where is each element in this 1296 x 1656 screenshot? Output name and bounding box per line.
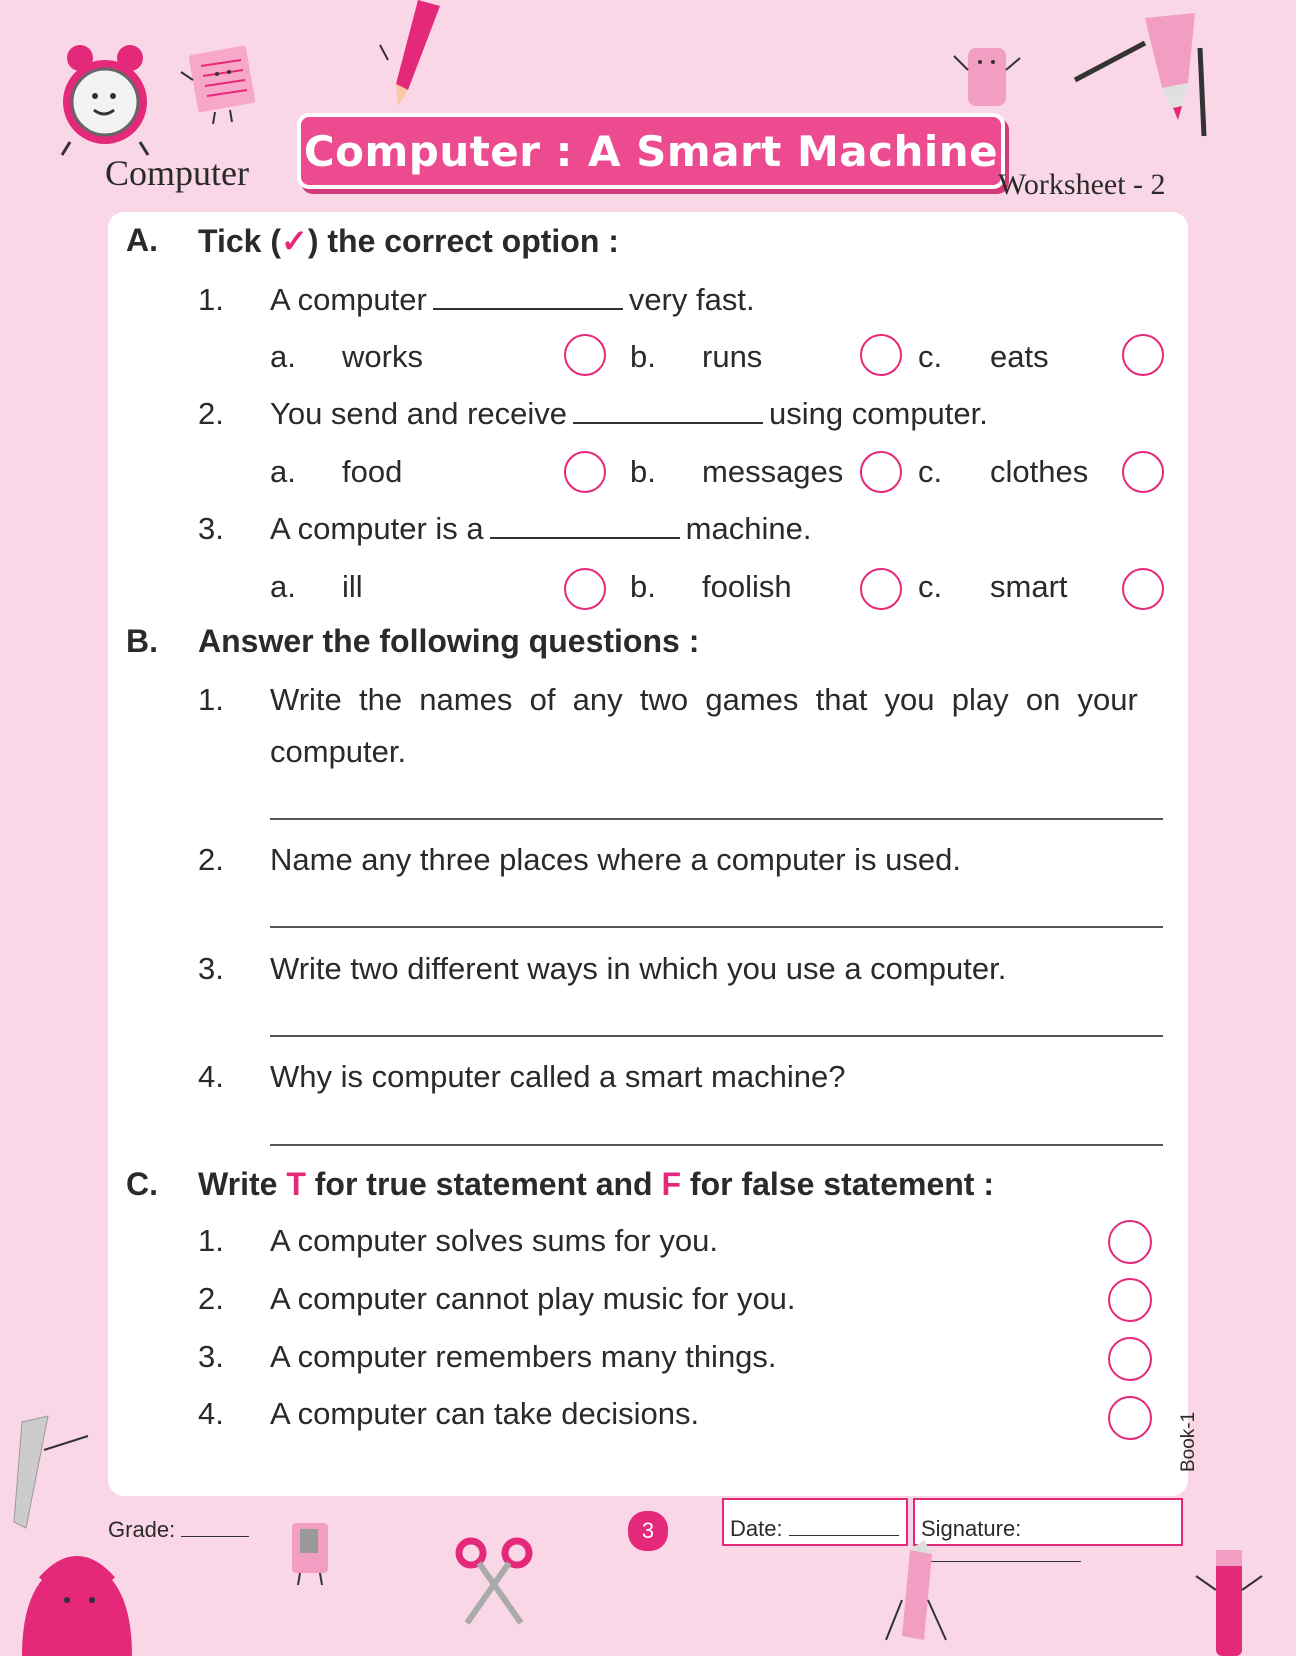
option-tick-circle[interactable] xyxy=(860,334,902,376)
option-letter: b. xyxy=(630,569,656,604)
question-text: You send and receive using computer. xyxy=(270,396,988,431)
section-b-letter: B. xyxy=(126,623,158,659)
pencil-illustration xyxy=(378,0,448,110)
question-number: 2. xyxy=(198,396,224,431)
option-letter: c. xyxy=(918,569,943,604)
fill-blank[interactable] xyxy=(573,398,763,424)
answer-line[interactable] xyxy=(270,1144,1163,1146)
statement-text: A computer solves sums for you. xyxy=(270,1223,718,1258)
question-number: 1. xyxy=(198,282,224,317)
tick-icon: ✓ xyxy=(281,223,308,259)
option-letter: a. xyxy=(270,569,296,604)
subject-label: Computer xyxy=(105,153,249,193)
date-blank[interactable] xyxy=(789,1517,899,1536)
notepad-illustration xyxy=(175,42,265,127)
answer-line[interactable] xyxy=(270,1035,1163,1037)
statement-number: 3. xyxy=(198,1339,224,1374)
option-text: clothes xyxy=(990,454,1089,489)
option-letter: c. xyxy=(918,339,943,374)
true-false-circle[interactable] xyxy=(1108,1278,1152,1322)
fill-blank[interactable] xyxy=(490,513,680,539)
option-tick-circle[interactable] xyxy=(1122,451,1164,493)
option-tick-circle[interactable] xyxy=(564,451,606,493)
option-text: eats xyxy=(990,339,1049,374)
option-letter: b. xyxy=(630,454,656,489)
option-text: foolish xyxy=(702,569,792,604)
worksheet-title: Computer : A Smart Machine xyxy=(303,126,999,176)
question-text: Name any three places where a computer is used. xyxy=(270,842,961,877)
question-text: A computer is a machine. xyxy=(270,511,812,546)
section-a-title: Tick (✓) the correct option : xyxy=(198,223,619,259)
option-tick-circle[interactable] xyxy=(860,451,902,493)
book-label: Book-1 xyxy=(1178,1411,1199,1472)
option-text: runs xyxy=(702,339,763,374)
option-text: works xyxy=(342,339,423,374)
signature-box: Signature: xyxy=(913,1498,1183,1546)
title-banner xyxy=(297,113,1005,189)
question-number: 3. xyxy=(198,951,224,986)
true-false-circle[interactable] xyxy=(1108,1220,1152,1264)
question-number: 4. xyxy=(198,1059,224,1094)
option-tick-circle[interactable] xyxy=(564,334,606,376)
grade-blank[interactable] xyxy=(181,1518,249,1537)
pen-character-illustration xyxy=(1190,1540,1270,1656)
option-letter: a. xyxy=(270,454,296,489)
option-tick-circle[interactable] xyxy=(1122,334,1164,376)
true-false-circle[interactable] xyxy=(1108,1337,1152,1381)
worksheet-number: Worksheet - 2 xyxy=(998,168,1166,201)
fill-blank[interactable] xyxy=(433,284,623,310)
grade-field: Grade: xyxy=(108,1517,249,1543)
option-text: ill xyxy=(342,569,363,604)
question-text-continued: computer. xyxy=(270,734,407,769)
question-number: 1. xyxy=(198,682,224,717)
statement-number: 4. xyxy=(198,1396,224,1431)
pencil-character-illustration xyxy=(1070,8,1220,138)
sharpener-illustration xyxy=(282,1515,342,1587)
pencil-character-illustration xyxy=(880,1540,960,1656)
question-text: A computer very fast. xyxy=(270,282,755,317)
statement-text: A computer remembers many things. xyxy=(270,1339,777,1374)
option-text: smart xyxy=(990,569,1068,604)
alarm-clock-illustration xyxy=(50,40,160,160)
option-text: food xyxy=(342,454,403,489)
question-number: 2. xyxy=(198,842,224,877)
date-box: Date: xyxy=(722,1498,908,1546)
answer-line[interactable] xyxy=(270,818,1163,820)
page-number-badge: 3 xyxy=(628,1511,668,1551)
backpack-illustration xyxy=(12,1530,142,1656)
section-a-letter: A. xyxy=(126,222,158,258)
question-number: 3. xyxy=(198,511,224,546)
option-tick-circle[interactable] xyxy=(860,568,902,610)
option-tick-circle[interactable] xyxy=(1122,568,1164,610)
question-text: Why is computer called a smart machine? xyxy=(270,1059,846,1094)
question-text: Write two different ways in which you use a computer. xyxy=(270,951,1007,986)
statement-number: 1. xyxy=(198,1223,224,1258)
section-b-title: Answer the following questions : xyxy=(198,623,700,659)
section-c-title: Write T for true statement and F for false statement : xyxy=(198,1166,994,1202)
statement-number: 2. xyxy=(198,1281,224,1316)
question-text: Write the names of any two games that you play on your xyxy=(270,682,1138,717)
answer-line[interactable] xyxy=(270,926,1163,928)
true-false-circle[interactable] xyxy=(1108,1396,1152,1440)
option-tick-circle[interactable] xyxy=(564,568,606,610)
scissors-illustration xyxy=(455,1535,535,1627)
eraser-illustration xyxy=(948,40,1028,120)
option-letter: b. xyxy=(630,339,656,374)
ruler-illustration xyxy=(8,1410,93,1530)
statement-text: A computer can take decisions. xyxy=(270,1396,700,1431)
option-letter: c. xyxy=(918,454,943,489)
statement-text: A computer cannot play music for you. xyxy=(270,1281,796,1316)
option-letter: a. xyxy=(270,339,296,374)
section-c-letter: C. xyxy=(126,1166,158,1202)
option-text: messages xyxy=(702,454,844,489)
